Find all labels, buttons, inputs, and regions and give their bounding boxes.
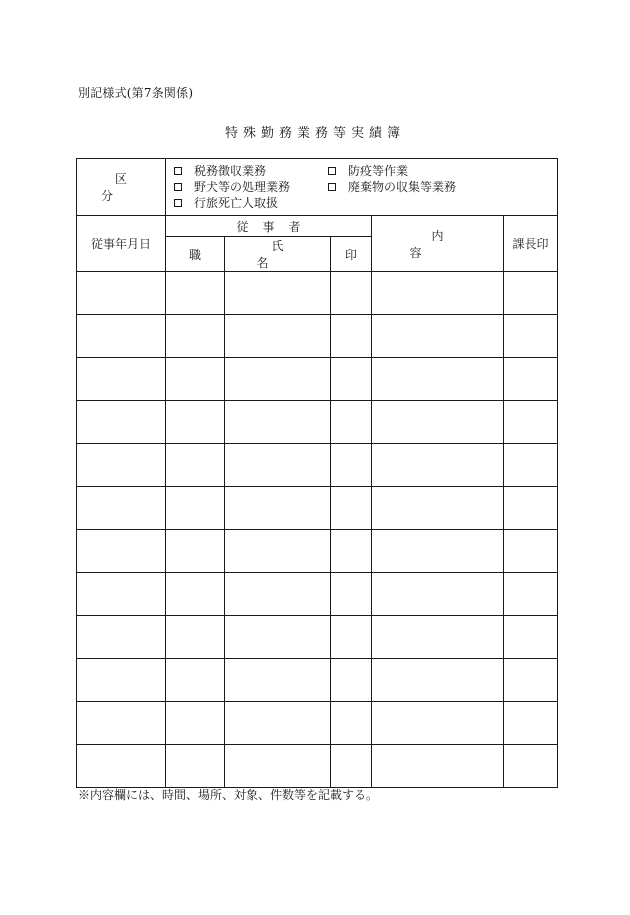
category-label: 区 分 (77, 159, 166, 216)
position-cell[interactable] (166, 659, 225, 702)
chief-seal-cell[interactable] (504, 616, 558, 659)
category-option[interactable]: 税務徴収業務 (174, 163, 328, 179)
content-cell[interactable] (372, 530, 504, 573)
seal-cell[interactable] (331, 659, 372, 702)
position-cell[interactable] (166, 315, 225, 358)
date-cell[interactable] (77, 702, 166, 745)
name-cell[interactable] (225, 487, 331, 530)
content-cell[interactable] (372, 487, 504, 530)
seal-header: 印 (331, 237, 372, 272)
header-row (77, 216, 558, 237)
seal-cell[interactable] (331, 616, 372, 659)
position-cell[interactable] (166, 530, 225, 573)
content-cell[interactable] (372, 358, 504, 401)
table-body (77, 159, 558, 788)
seal-cell[interactable] (331, 487, 372, 530)
date-cell[interactable] (77, 315, 166, 358)
name-cell[interactable] (225, 659, 331, 702)
seal-cell[interactable] (331, 358, 372, 401)
document-title: 特殊勤務業務等実績簿 (224, 126, 405, 141)
content-cell[interactable] (372, 702, 504, 745)
table-row (77, 358, 558, 401)
date-cell[interactable] (77, 530, 166, 573)
checkbox-icon[interactable] (174, 167, 182, 175)
form-reference: 別記様式(第7条関係) (78, 86, 194, 100)
content-cell[interactable] (372, 444, 504, 487)
seal-cell[interactable] (331, 573, 372, 616)
seal-cell[interactable] (331, 444, 372, 487)
name-cell[interactable] (225, 530, 331, 573)
date-cell[interactable] (77, 745, 166, 788)
date-cell[interactable] (77, 444, 166, 487)
worker-header: 従事者 (166, 216, 372, 237)
chief-seal-header: 課長印 (504, 216, 558, 272)
table-row (77, 616, 558, 659)
position-cell[interactable] (166, 745, 225, 788)
category-option-row (174, 195, 557, 211)
category-options (166, 159, 558, 216)
position-cell[interactable] (166, 616, 225, 659)
seal-cell[interactable] (331, 530, 372, 573)
footnote: ※内容欄には、時間、場所、対象、件数等を記載する。 (78, 788, 379, 802)
date-header: 従事年月日 (77, 216, 166, 272)
table-row (77, 702, 558, 745)
checkbox-icon[interactable] (174, 183, 182, 191)
table-row (77, 745, 558, 788)
position-cell[interactable] (166, 444, 225, 487)
table-row (77, 401, 558, 444)
name-cell[interactable] (225, 272, 331, 315)
chief-seal-cell[interactable] (504, 659, 558, 702)
position-header: 職 (166, 237, 225, 272)
position-cell[interactable] (166, 573, 225, 616)
date-cell[interactable] (77, 573, 166, 616)
table-row (77, 315, 558, 358)
table-row (77, 573, 558, 616)
chief-seal-cell[interactable] (504, 573, 558, 616)
content-cell[interactable] (372, 616, 504, 659)
name-cell[interactable] (225, 444, 331, 487)
seal-cell[interactable] (331, 702, 372, 745)
name-cell[interactable] (225, 401, 331, 444)
position-cell[interactable] (166, 401, 225, 444)
content-cell[interactable] (372, 573, 504, 616)
category-option[interactable]: 行旅死亡人取扱 (174, 195, 328, 211)
position-cell[interactable] (166, 272, 225, 315)
category-option[interactable]: 防疫等作業 (328, 163, 408, 179)
table-row (77, 272, 558, 315)
name-cell[interactable] (225, 702, 331, 745)
chief-seal-cell[interactable] (504, 745, 558, 788)
table-row (77, 444, 558, 487)
name-cell[interactable] (225, 358, 331, 401)
table-row (77, 487, 558, 530)
chief-seal-cell[interactable] (504, 401, 558, 444)
chief-seal-cell[interactable] (504, 358, 558, 401)
content-cell[interactable] (372, 659, 504, 702)
chief-seal-cell[interactable] (504, 444, 558, 487)
checkbox-icon[interactable] (174, 199, 182, 207)
chief-seal-cell[interactable] (504, 272, 558, 315)
content-cell[interactable] (372, 401, 504, 444)
name-cell[interactable] (225, 573, 331, 616)
position-cell[interactable] (166, 702, 225, 745)
date-cell[interactable] (77, 272, 166, 315)
table-row (77, 530, 558, 573)
category-option[interactable]: 廃棄物の収集等業務 (328, 179, 456, 195)
seal-cell[interactable] (331, 401, 372, 444)
position-cell[interactable] (166, 358, 225, 401)
chief-seal-cell[interactable] (504, 702, 558, 745)
name-cell[interactable] (225, 616, 331, 659)
name-cell[interactable] (225, 745, 331, 788)
date-cell[interactable] (77, 487, 166, 530)
chief-seal-cell[interactable] (504, 487, 558, 530)
content-header: 内容 (372, 216, 504, 272)
date-cell[interactable] (77, 401, 166, 444)
content-cell[interactable] (372, 272, 504, 315)
record-table (76, 158, 558, 788)
seal-cell[interactable] (331, 315, 372, 358)
date-cell[interactable] (77, 358, 166, 401)
position-cell[interactable] (166, 487, 225, 530)
checkbox-icon[interactable] (328, 167, 336, 175)
date-cell[interactable] (77, 659, 166, 702)
category-option-row (174, 163, 557, 179)
seal-cell[interactable] (331, 745, 372, 788)
seal-cell[interactable] (331, 272, 372, 315)
name-header: 氏名 (225, 237, 331, 272)
content-cell[interactable] (372, 745, 504, 788)
category-row (77, 159, 558, 216)
table-row (77, 659, 558, 702)
content-cell[interactable] (372, 315, 504, 358)
category-option-row (174, 179, 557, 195)
category-option[interactable]: 野犬等の処理業務 (174, 179, 328, 195)
checkbox-icon[interactable] (328, 183, 336, 191)
chief-seal-cell[interactable] (504, 315, 558, 358)
name-cell[interactable] (225, 315, 331, 358)
chief-seal-cell[interactable] (504, 530, 558, 573)
date-cell[interactable] (77, 616, 166, 659)
